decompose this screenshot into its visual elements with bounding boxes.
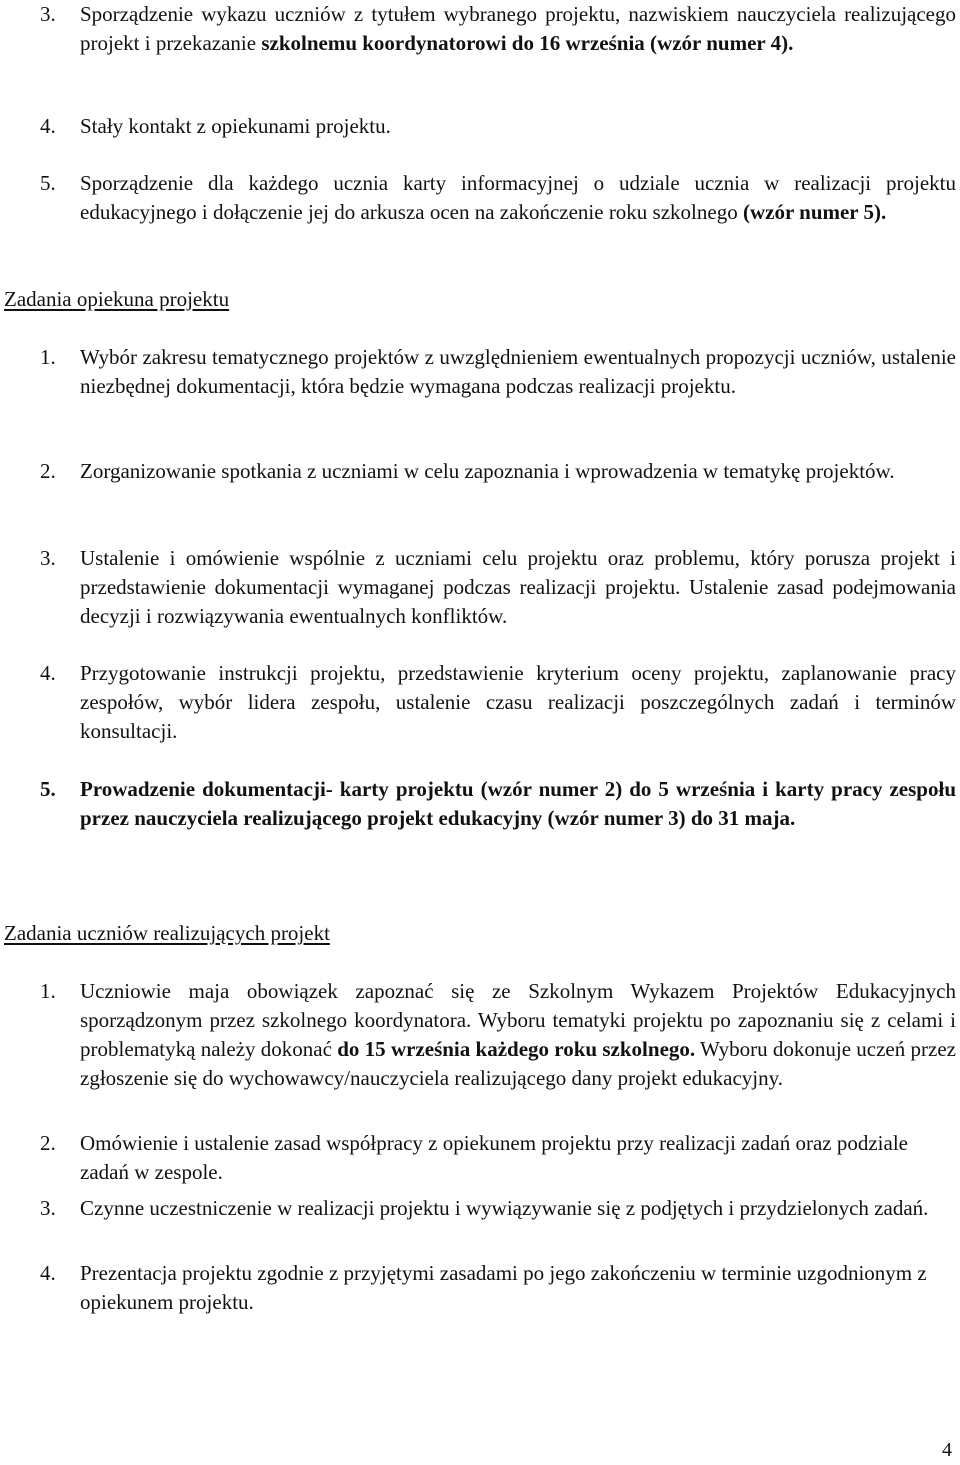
- item-number: 1.: [40, 345, 56, 369]
- list-item: [40, 1259, 956, 1317]
- list-item: [40, 343, 956, 401]
- item-text: Prezentacja projektu zgodnie z przyjętymi zasadami po jego zakończeniu w terminie uzgodnionym z opiekunem projektu.: [80, 1261, 927, 1314]
- item-number: 3.: [40, 546, 56, 570]
- item-number: 4.: [40, 661, 56, 685]
- item-number: 2.: [40, 459, 56, 483]
- page-number: 4: [942, 1439, 952, 1461]
- item-text: Prowadzenie dokumentacji- karty projektu (wzór numer 2) do 5 września i karty pracy zespołu przez nauczyciela realizującego projekt edukacyjny (wzór numer 3) do 31 maja.: [80, 777, 956, 830]
- section-heading: Zadania opiekuna projektu: [4, 287, 230, 311]
- item-text: Wybór zakresu tematycznego projektów z uwzględnieniem ewentualnych propozycji uczniów, ustalenie niezbędnej dokumentacji, która będzie wymagana podczas realizacji projektu.: [80, 345, 956, 398]
- item-number: 2.: [40, 1131, 56, 1155]
- item-number: 1.: [40, 979, 56, 1003]
- item-number: 5.: [40, 777, 56, 801]
- item-text: Uczniowie maja obowiązek zapoznać się ze Szkolnym Wykazem Projektów Edukacyjnych sporządzonym przez szkolnego koordynatora. Wyboru tematyki projektu po zapoznaniu się z celami i problematyką należy dokonać do 15 września każdego roku szkolnego. Wyboru dokonuje uczeń przez zgłoszenie się do wychowawcy/nauczyciela realizującego dany projekt edukacyjny.: [80, 979, 956, 1090]
- list-item: [40, 544, 956, 631]
- item-text: Zorganizowanie spotkania z uczniami w celu zapoznania i wprowadzenia w tematykę projektów.: [80, 459, 895, 483]
- list-item: [40, 1194, 956, 1223]
- item-text: Ustalenie i omówienie wspólnie z uczniami celu projektu oraz problemu, który porusza projekt i przedstawienie dokumentacji wymaganej podczas realizacji projektu. Ustalenie zasad podejmowania decyzji i rozwiązywania ewentualnych konfliktów.: [80, 546, 956, 628]
- list-item: [40, 457, 956, 486]
- item-text: Stały kontakt z opiekunami projektu.: [80, 114, 391, 138]
- list-item: [40, 112, 956, 141]
- item-number: 4.: [40, 114, 56, 138]
- list-item: [40, 1129, 956, 1187]
- list-item: [40, 169, 956, 227]
- list-item: [40, 0, 956, 58]
- list-item: [40, 659, 956, 746]
- item-number: 4.: [40, 1261, 56, 1285]
- item-number: 3.: [40, 2, 56, 26]
- section-heading: Zadania uczniów realizujących projekt: [4, 921, 330, 945]
- list-item: [40, 977, 956, 1093]
- item-text: Czynne uczestniczenie w realizacji projektu i wywiązywanie się z podjętych i przydzielonych zadań.: [80, 1196, 929, 1220]
- item-number: 5.: [40, 171, 56, 195]
- item-text: Przygotowanie instrukcji projektu, przedstawienie kryterium oceny projektu, zaplanowanie pracy zespołów, wybór lidera zespołu, ustalenie czasu realizacji poszczególnych zadań i terminów konsultacji.: [80, 661, 956, 743]
- item-text: Sporządzenie dla każdego ucznia karty informacyjnej o udziale ucznia w realizacji projektu edukacyjnego i dołączenie jej do arkusza ocen na zakończenie roku szkolnego (wzór numer 5).: [80, 171, 956, 224]
- list-item: [40, 775, 956, 833]
- item-text: Sporządzenie wykazu uczniów z tytułem wybranego projektu, nazwiskiem nauczyciela realizującego projekt i przekazanie szkolnemu koordynatorowi do 16 września (wzór numer 4).: [80, 2, 956, 55]
- item-number: 3.: [40, 1196, 56, 1220]
- item-text: Omówienie i ustalenie zasad współpracy z opiekunem projektu przy realizacji zadań oraz podziale zadań w zespole.: [80, 1131, 908, 1184]
